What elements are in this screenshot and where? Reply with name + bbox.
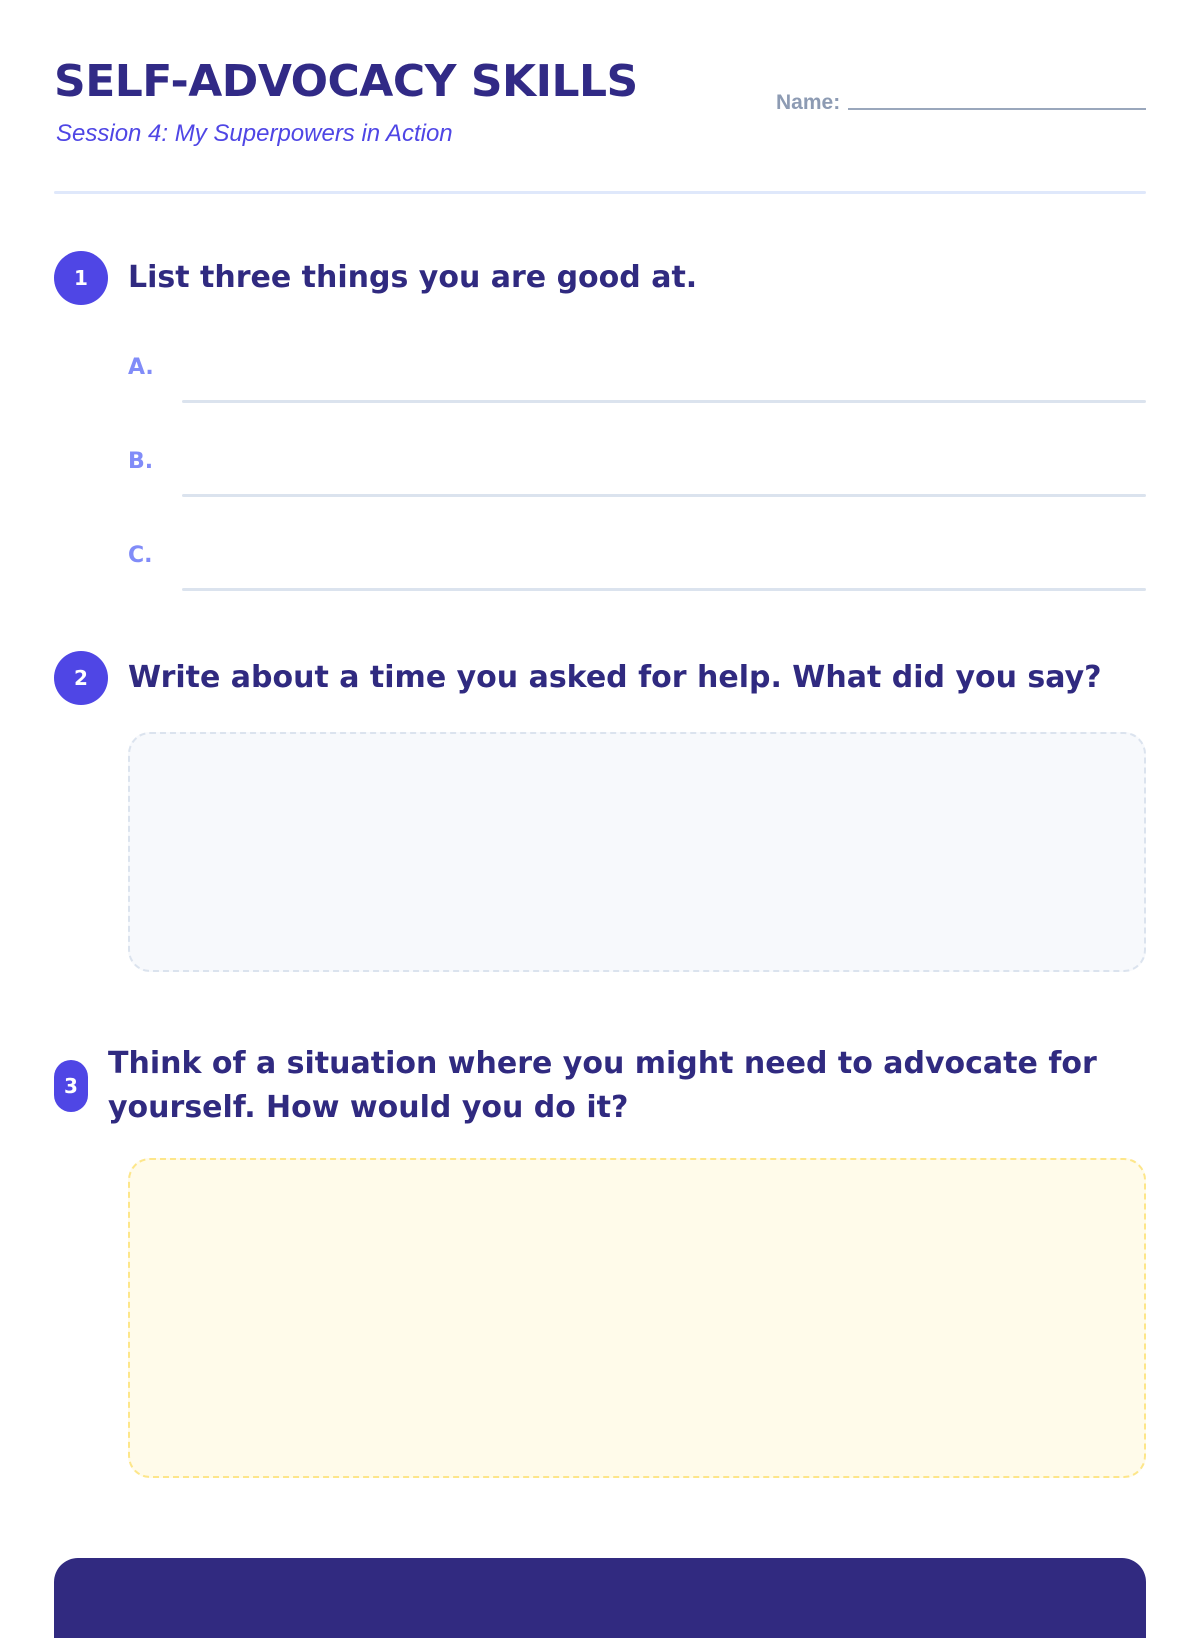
worksheet-page bbox=[54, 50, 1146, 1125]
answer-letter: B. bbox=[128, 449, 154, 474]
question-text: Think of a situation where you might need to advocate for yourself. How would you do it? bbox=[108, 1046, 1097, 1125]
question-text: List three things you are good at. bbox=[128, 260, 698, 296]
question-2 bbox=[54, 651, 1146, 705]
footer-banner bbox=[54, 1558, 1146, 1638]
question-text: Write about a time you asked for help. What did you say? bbox=[128, 660, 1102, 696]
session-subtitle: Session 4: My Superpowers in Action bbox=[56, 120, 453, 147]
page-title: SELF-ADVOCACY SKILLS bbox=[54, 56, 638, 107]
answer-line[interactable] bbox=[182, 400, 1146, 403]
answer-letter: C. bbox=[128, 543, 153, 568]
question-number-badge: 2 bbox=[54, 651, 108, 705]
header-divider bbox=[54, 191, 1146, 194]
answer-box-help[interactable] bbox=[128, 732, 1146, 972]
answer-row-a[interactable] bbox=[128, 347, 1146, 403]
answer-row-b[interactable] bbox=[128, 441, 1146, 497]
worksheet-header bbox=[54, 50, 1146, 200]
answer-box-advocate[interactable] bbox=[128, 1158, 1146, 1478]
question-3 bbox=[54, 1042, 1146, 1129]
answer-row-c[interactable] bbox=[128, 535, 1146, 591]
answer-line[interactable] bbox=[182, 588, 1146, 591]
question-number-badge: 1 bbox=[54, 251, 108, 305]
name-input-line[interactable] bbox=[848, 90, 1146, 110]
name-label: Name: bbox=[776, 91, 841, 114]
name-field[interactable] bbox=[776, 90, 1146, 115]
question-number-badge: 3 bbox=[54, 1060, 88, 1112]
answer-letter: A. bbox=[128, 355, 154, 380]
answer-line[interactable] bbox=[182, 494, 1146, 497]
question-1 bbox=[54, 251, 1146, 305]
